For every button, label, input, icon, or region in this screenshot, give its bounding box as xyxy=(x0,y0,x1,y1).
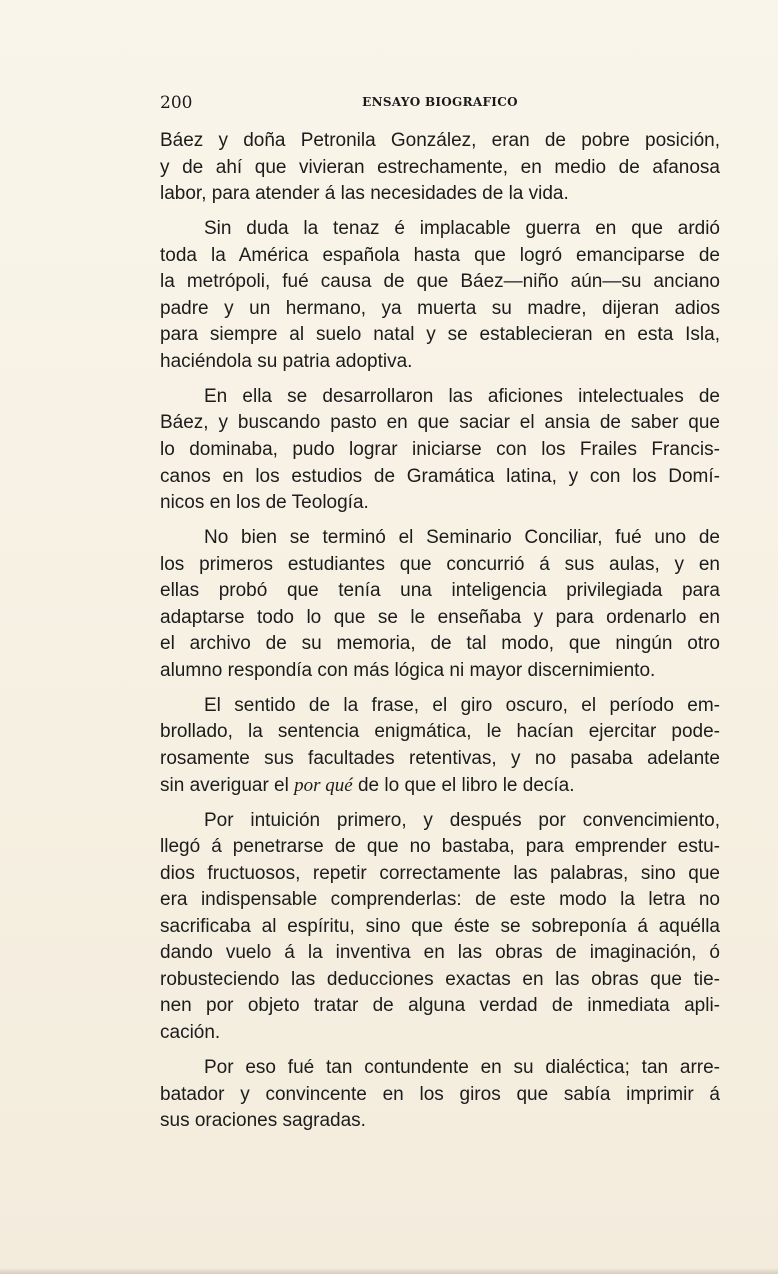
text-line: Sin duda la tenaz é implacable guerra en que ardió xyxy=(204,218,720,240)
running-head: ENSAYO BIOGRAFICO xyxy=(362,95,518,109)
text-line: rosamente sus facultades retentivas, y no pasaba adelante xyxy=(160,748,720,770)
paragraph xyxy=(160,693,720,799)
text-line: el archivo de su memoria, de tal modo, que ningún otro xyxy=(160,633,720,655)
text-line: para siempre al suelo natal y se establecieran en esta Isla, xyxy=(160,324,720,346)
text-line: robusteciendo las deducciones exactas en las obras que tie- xyxy=(160,968,720,990)
paragraph xyxy=(160,216,720,375)
paragraph xyxy=(160,384,720,517)
paragraph-gap xyxy=(160,799,720,808)
paragraph xyxy=(160,128,720,208)
text-line: canos en los estudios de Gramática latina, y con los Domí- xyxy=(160,465,720,487)
paragraph xyxy=(160,1055,720,1135)
text-line: padre y un hermano, ya muerta su madre, dijeran adios xyxy=(160,297,720,319)
paragraph-gap xyxy=(160,208,720,217)
text-line: llegó á penetrarse de que no bastaba, para emprender estu- xyxy=(160,836,720,858)
page-header xyxy=(160,93,720,117)
text-line: El sentido de la frase, el giro oscuro, el período em- xyxy=(204,694,720,716)
paragraph-gap xyxy=(160,517,720,526)
text-line: nicos en los de Teología. xyxy=(160,492,369,514)
text-line: y de ahí que vivieran estrechamente, en medio de afanosa xyxy=(160,156,720,178)
page-edge-shadow xyxy=(0,1268,778,1274)
text-line: En ella se desarrollaron las aficiones intelectuales de xyxy=(204,385,720,407)
text-line xyxy=(160,773,720,800)
text-segment: de lo que el libro le decía. xyxy=(352,774,575,796)
text-line: toda la América española hasta que logró emanciparse de xyxy=(160,244,720,266)
text-segment: sin averiguar el xyxy=(160,774,295,796)
text-line: haciéndola su patria adoptiva. xyxy=(160,350,413,372)
paragraph-gap xyxy=(160,375,720,384)
text-line: No bien se terminó el Seminario Conciliar, fué uno de xyxy=(204,527,720,549)
text-line: Por eso fué tan contundente en su dialéctica; tan arre- xyxy=(204,1057,720,1079)
body-text xyxy=(160,128,720,1135)
text-line: adaptarse todo lo que se le enseñaba y para ordenarlo en xyxy=(160,606,720,628)
text-line: labor, para atender á las necesidades de la vida. xyxy=(160,183,569,205)
paragraph-gap xyxy=(160,684,720,693)
text-line: ellas probó que tenía una inteligencia privilegiada para xyxy=(160,580,720,602)
page-number: 200 xyxy=(160,93,193,113)
text-line: era indispensable comprenderlas: de este modo la letra no xyxy=(160,889,720,911)
text-line: dios fructuosos, repetir correctamente las palabras, sino que xyxy=(160,862,720,884)
text-line: dando vuelo á la inventiva en las obras de imaginación, ó xyxy=(160,942,720,964)
text-line: la metrópoli, fué causa de que Báez—niño aún—su anciano xyxy=(160,271,720,293)
paragraph xyxy=(160,808,720,1047)
text-line: alumno respondía con más lógica ni mayor discernimiento. xyxy=(160,659,656,681)
emphasized-text: por qué xyxy=(294,774,353,796)
text-line: nen por objeto tratar de alguna verdad de inmediata apli- xyxy=(160,995,720,1017)
text-line: sacrificaba al espíritu, sino que éste se sobreponía á aquélla xyxy=(160,915,720,937)
text-line: Báez, y buscando pasto en que saciar el ansia de saber que xyxy=(160,412,720,434)
paragraph xyxy=(160,525,720,684)
text-line: brollado, la sentencia enigmática, le hacían ejercitar pode- xyxy=(160,721,720,743)
text-line: cación. xyxy=(160,1022,221,1043)
text-line: lo dominaba, pudo lograr iniciarse con los Frailes Francis- xyxy=(160,439,720,461)
text-line: Por intuición primero, y después por convencimiento, xyxy=(204,809,720,831)
paragraph-gap xyxy=(160,1047,720,1056)
text-line: sus oraciones sagradas. xyxy=(160,1110,366,1132)
text-line: batador y convincente en los giros que sabía imprimir á xyxy=(160,1083,720,1105)
text-line: Báez y doña Petronila González, eran de pobre posición, xyxy=(160,130,720,151)
text-line: los primeros estudiantes que concurrió á sus aulas, y en xyxy=(160,553,720,575)
